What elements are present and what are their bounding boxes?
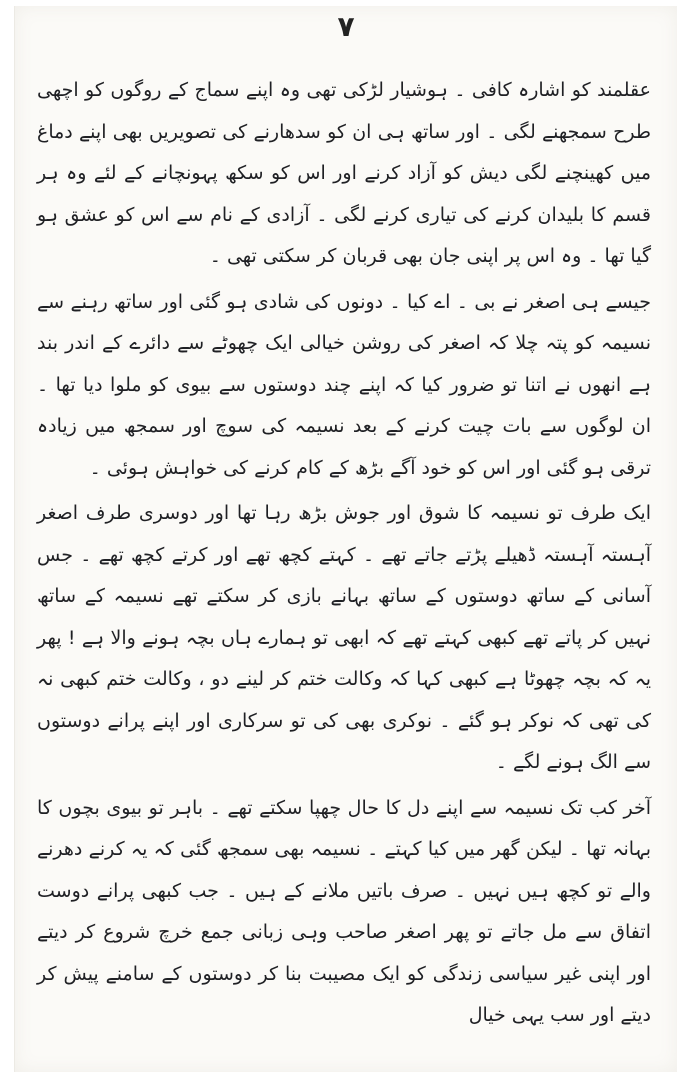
paragraph-1: عقلمند کو اشارہ کافی ۔ ہوشیار لڑکی تھی وہ اپنے سماج کے روگوں کو اچھی طرح سمجھنے لگی ۔ اور ساتھ ہی ان کو سدھارنے کی تصویریں بھی اپنے دماغ میں کھینچنے لگی دیش کو آزاد کرنے اور اس کو سکھ پہونچانے کے لئے وہ ہر قسم کا بلیدان کرنے کی تیاری کرنے لگی ۔ آزادی کے نام سے اس کو عشق ہو گیا تھا ۔ وہ اس پر اپنی جان بھی قربان کر سکتی تھی ۔ bbox=[37, 79, 651, 267]
page-number: ۷ bbox=[337, 10, 355, 43]
book-page bbox=[14, 6, 677, 1072]
paragraph-2: جیسے ہی اصغر نے بی ۔ اے کیا ۔ دونوں کی شادی ہو گئی اور ساتھ رہنے سے نسیمہ کو پتہ چلا کہ اصغر کی روشن خیالی ایک چھوٹے سے دائرے کے اندر بند ہے انھوں نے اتنا تو ضرور کیا کہ اپنے چند دوستوں سے بیوی کو ملوا دیا تھا ۔ ان لوگوں سے بات چیت کرنے کے بعد نسیمہ کی سوچ اور سمجھ میں زیادہ ترقی ہو گئی اور اس کو خود آگے بڑھ کے کام کرنے کی خواہش ہوئی ۔ bbox=[37, 290, 651, 479]
paragraph-4: آخر کب تک نسیمہ سے اپنے دل کا حال چھپا سکتے تھے ۔ باہر تو بیوی بچوں کا بہانہ تھا ۔ لیکن گھر میں کیا کہتے ۔ نسیمہ بھی سمجھ گئی کہ یہ کرنے دھرنے والے تو کچھ ہیں نہیں ۔ صرف باتیں ملانے کے ہیں ۔ جب کبھی پرانے دوست اتفاق سے مل جاتے تو پھر اصغر صاحب وہی زبانی جمع خرچ شروع کر دیتے اور اپنی غیر سیاسی زندگی کو ایک مصیبت بنا کر دوستوں کے سامنے پیش کر دیتے اور سب یہی خیال bbox=[37, 796, 651, 1026]
page-body-text bbox=[37, 70, 651, 1037]
paragraph-3: ایک طرف تو نسیمہ کا شوق اور جوش بڑھ رہا تھا اور دوسری طرف اصغر آہستہ آہستہ ڈھیلے پڑتے جاتے تھے ۔ کہتے کچھ تھے اور کرتے کچھ تھے ۔ جس آسانی کے ساتھ دوستوں کے ساتھ بہانے بازی کر سکتے تھے نسیمہ کے ساتھ نہیں کر پاتے تھے کبھی کہتے تھے کہ ابھی تو ہمارے ہاں بچہ ہونے والا ہے ! پھر یہ کہ بچہ چھوٹا ہے کبھی کہا کہ وکالت ختم کر لینے دو ، وکالت ختم کبھی نہ کی تھی کہ نوکر ہو گئے ۔ نوکری بھی کی تو سرکاری اور اپنے پرانے دوستوں سے الگ ہونے لگے ۔ bbox=[37, 502, 651, 773]
